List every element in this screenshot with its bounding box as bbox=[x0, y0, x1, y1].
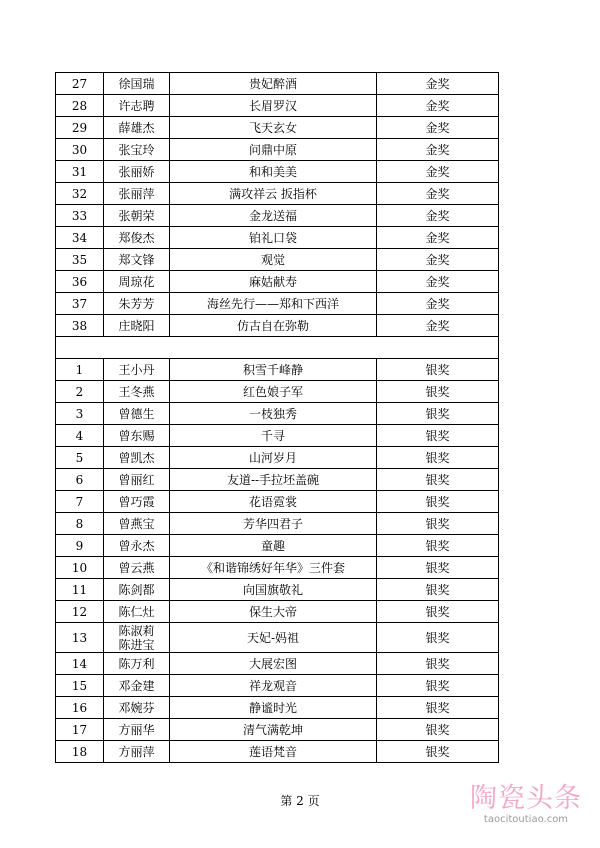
watermark-en: taocitoutiao.com bbox=[483, 814, 569, 825]
row-number: 2 bbox=[56, 381, 104, 403]
award-level: 银奖 bbox=[377, 697, 499, 719]
award-level: 银奖 bbox=[377, 425, 499, 447]
row-number: 33 bbox=[56, 205, 104, 227]
row-number: 4 bbox=[56, 425, 104, 447]
winner-name: 曾巧霞 bbox=[104, 491, 170, 513]
row-number: 9 bbox=[56, 535, 104, 557]
silver-section bbox=[56, 359, 499, 763]
table-row bbox=[56, 601, 499, 623]
table-row bbox=[56, 741, 499, 763]
winner-name: 陈剑都 bbox=[104, 579, 170, 601]
work-title: 山河岁月 bbox=[170, 447, 377, 469]
table-row bbox=[56, 557, 499, 579]
row-number: 1 bbox=[56, 359, 104, 381]
gold-section bbox=[56, 73, 499, 337]
winner-name: 邓金建 bbox=[104, 675, 170, 697]
table-row bbox=[56, 183, 499, 205]
award-level: 金奖 bbox=[377, 117, 499, 139]
work-title: 静谧时光 bbox=[170, 697, 377, 719]
work-title: 莲语梵音 bbox=[170, 741, 377, 763]
winner-name: 徐国瑞 bbox=[104, 73, 170, 95]
winner-name: 方丽华 bbox=[104, 719, 170, 741]
work-title: 祥龙观音 bbox=[170, 675, 377, 697]
row-number: 36 bbox=[56, 271, 104, 293]
award-level: 银奖 bbox=[377, 623, 499, 653]
award-level: 银奖 bbox=[377, 447, 499, 469]
work-title: 保生大帝 bbox=[170, 601, 377, 623]
row-number: 30 bbox=[56, 139, 104, 161]
work-title: 金龙送福 bbox=[170, 205, 377, 227]
work-title: 长眉罗汉 bbox=[170, 95, 377, 117]
row-number: 28 bbox=[56, 95, 104, 117]
winner-name: 张朝荣 bbox=[104, 205, 170, 227]
award-level: 金奖 bbox=[377, 183, 499, 205]
award-level: 银奖 bbox=[377, 469, 499, 491]
award-level: 银奖 bbox=[377, 491, 499, 513]
table-row bbox=[56, 623, 499, 653]
work-title: 问鼎中原 bbox=[170, 139, 377, 161]
table-row bbox=[56, 293, 499, 315]
award-level: 金奖 bbox=[377, 249, 499, 271]
winner-name: 张丽娇 bbox=[104, 161, 170, 183]
table-row bbox=[56, 161, 499, 183]
winner-name: 周琼花 bbox=[104, 271, 170, 293]
winner-name: 郑俊杰 bbox=[104, 227, 170, 249]
winner-name: 曾丽红 bbox=[104, 469, 170, 491]
winner-name-line: 陈淑莉 bbox=[118, 623, 155, 638]
row-number: 13 bbox=[56, 623, 104, 653]
work-title: 麻姑献寿 bbox=[170, 271, 377, 293]
winner-name: 王冬燕 bbox=[104, 381, 170, 403]
work-title: 满攻祥云 扳指杯 bbox=[170, 183, 377, 205]
row-number: 5 bbox=[56, 447, 104, 469]
award-level: 银奖 bbox=[377, 675, 499, 697]
row-number: 6 bbox=[56, 469, 104, 491]
table-row bbox=[56, 315, 499, 337]
work-title: 贵妃醉酒 bbox=[170, 73, 377, 95]
award-level: 金奖 bbox=[377, 139, 499, 161]
row-number: 31 bbox=[56, 161, 104, 183]
table-row bbox=[56, 425, 499, 447]
table-row bbox=[56, 469, 499, 491]
row-number: 11 bbox=[56, 579, 104, 601]
winner-name: 曾云燕 bbox=[104, 557, 170, 579]
work-title: 铂礼口袋 bbox=[170, 227, 377, 249]
award-level: 银奖 bbox=[377, 513, 499, 535]
row-number: 27 bbox=[56, 73, 104, 95]
winner-name: 庄晓阳 bbox=[104, 315, 170, 337]
row-number: 12 bbox=[56, 601, 104, 623]
winner-name: 张丽萍 bbox=[104, 183, 170, 205]
row-number: 3 bbox=[56, 403, 104, 425]
row-number: 34 bbox=[56, 227, 104, 249]
work-title: 积雪千峰静 bbox=[170, 359, 377, 381]
winner-name: 朱芳芳 bbox=[104, 293, 170, 315]
row-number: 15 bbox=[56, 675, 104, 697]
table-row bbox=[56, 447, 499, 469]
table-row bbox=[56, 271, 499, 293]
work-title: 芳华四君子 bbox=[170, 513, 377, 535]
winner-name: 曾燕宝 bbox=[104, 513, 170, 535]
winner-name: 张宝玲 bbox=[104, 139, 170, 161]
winner-name: 曾凯杰 bbox=[104, 447, 170, 469]
row-number: 8 bbox=[56, 513, 104, 535]
award-level: 金奖 bbox=[377, 271, 499, 293]
page-number: 第 2 页 bbox=[280, 794, 320, 808]
work-title: 和和美美 bbox=[170, 161, 377, 183]
row-number: 18 bbox=[56, 741, 104, 763]
work-title: 天妃-妈祖 bbox=[170, 623, 377, 653]
work-title: 《和谐锦绣好年华》三件套 bbox=[170, 557, 377, 579]
row-number: 17 bbox=[56, 719, 104, 741]
row-number: 29 bbox=[56, 117, 104, 139]
winner-name: 曾永杰 bbox=[104, 535, 170, 557]
table-row bbox=[56, 513, 499, 535]
work-title: 花语霓裳 bbox=[170, 491, 377, 513]
row-number: 38 bbox=[56, 315, 104, 337]
table-row bbox=[56, 205, 499, 227]
table-row bbox=[56, 403, 499, 425]
winner-name: 许志聘 bbox=[104, 95, 170, 117]
winner-name: 薛雄杰 bbox=[104, 117, 170, 139]
gap-row bbox=[56, 337, 499, 359]
row-number: 16 bbox=[56, 697, 104, 719]
award-level: 银奖 bbox=[377, 741, 499, 763]
winner-name: 曾德生 bbox=[104, 403, 170, 425]
work-title: 红色娘子军 bbox=[170, 381, 377, 403]
winner-name: 郑文锋 bbox=[104, 249, 170, 271]
work-title: 观觉 bbox=[170, 249, 377, 271]
row-number: 7 bbox=[56, 491, 104, 513]
award-level: 银奖 bbox=[377, 719, 499, 741]
winner-name: 邓婉芬 bbox=[104, 697, 170, 719]
work-title: 一枝独秀 bbox=[170, 403, 377, 425]
award-level: 银奖 bbox=[377, 557, 499, 579]
award-level: 金奖 bbox=[377, 315, 499, 337]
work-title: 向国旗敬礼 bbox=[170, 579, 377, 601]
winner-name-line: 陈进宝 bbox=[118, 637, 155, 652]
row-number: 37 bbox=[56, 293, 104, 315]
row-number: 32 bbox=[56, 183, 104, 205]
work-title: 童趣 bbox=[170, 535, 377, 557]
table-row bbox=[56, 491, 499, 513]
table-row bbox=[56, 653, 499, 675]
award-level: 银奖 bbox=[377, 653, 499, 675]
award-level: 银奖 bbox=[377, 359, 499, 381]
award-level: 金奖 bbox=[377, 95, 499, 117]
award-level: 金奖 bbox=[377, 227, 499, 249]
work-title: 仿古自在弥勒 bbox=[170, 315, 377, 337]
winner-name: 陈仁灶 bbox=[104, 601, 170, 623]
award-level: 银奖 bbox=[377, 381, 499, 403]
row-number: 14 bbox=[56, 653, 104, 675]
watermark-logo bbox=[470, 784, 582, 826]
winner-name: 方丽萍 bbox=[104, 741, 170, 763]
work-title: 友道--手拉坯盖碗 bbox=[170, 469, 377, 491]
winner-name: 陈万利 bbox=[104, 653, 170, 675]
table-row bbox=[56, 535, 499, 557]
watermark-cn: 陶瓷头条 bbox=[470, 783, 582, 814]
work-title: 清气满乾坤 bbox=[170, 719, 377, 741]
award-level: 金奖 bbox=[377, 293, 499, 315]
work-title: 大展宏图 bbox=[170, 653, 377, 675]
table-row bbox=[56, 249, 499, 271]
award-level: 银奖 bbox=[377, 535, 499, 557]
work-title: 千寻 bbox=[170, 425, 377, 447]
winner-name bbox=[104, 623, 170, 653]
table-row bbox=[56, 381, 499, 403]
table-row bbox=[56, 95, 499, 117]
award-level: 金奖 bbox=[377, 205, 499, 227]
award-level: 金奖 bbox=[377, 161, 499, 183]
table-row bbox=[56, 359, 499, 381]
row-number: 35 bbox=[56, 249, 104, 271]
work-title: 飞天玄女 bbox=[170, 117, 377, 139]
section-gap bbox=[56, 337, 499, 359]
award-level: 金奖 bbox=[377, 73, 499, 95]
table-row bbox=[56, 675, 499, 697]
row-number: 10 bbox=[56, 557, 104, 579]
table-row bbox=[56, 139, 499, 161]
awards-table bbox=[55, 72, 499, 763]
table-row bbox=[56, 697, 499, 719]
table-row bbox=[56, 73, 499, 95]
winner-name: 王小丹 bbox=[104, 359, 170, 381]
work-title: 海丝先行——郑和下西洋 bbox=[170, 293, 377, 315]
award-level: 银奖 bbox=[377, 601, 499, 623]
award-level: 银奖 bbox=[377, 403, 499, 425]
winner-name: 曾东赐 bbox=[104, 425, 170, 447]
table-row bbox=[56, 227, 499, 249]
table-row bbox=[56, 117, 499, 139]
table-row bbox=[56, 579, 499, 601]
award-level: 银奖 bbox=[377, 579, 499, 601]
table-row bbox=[56, 719, 499, 741]
